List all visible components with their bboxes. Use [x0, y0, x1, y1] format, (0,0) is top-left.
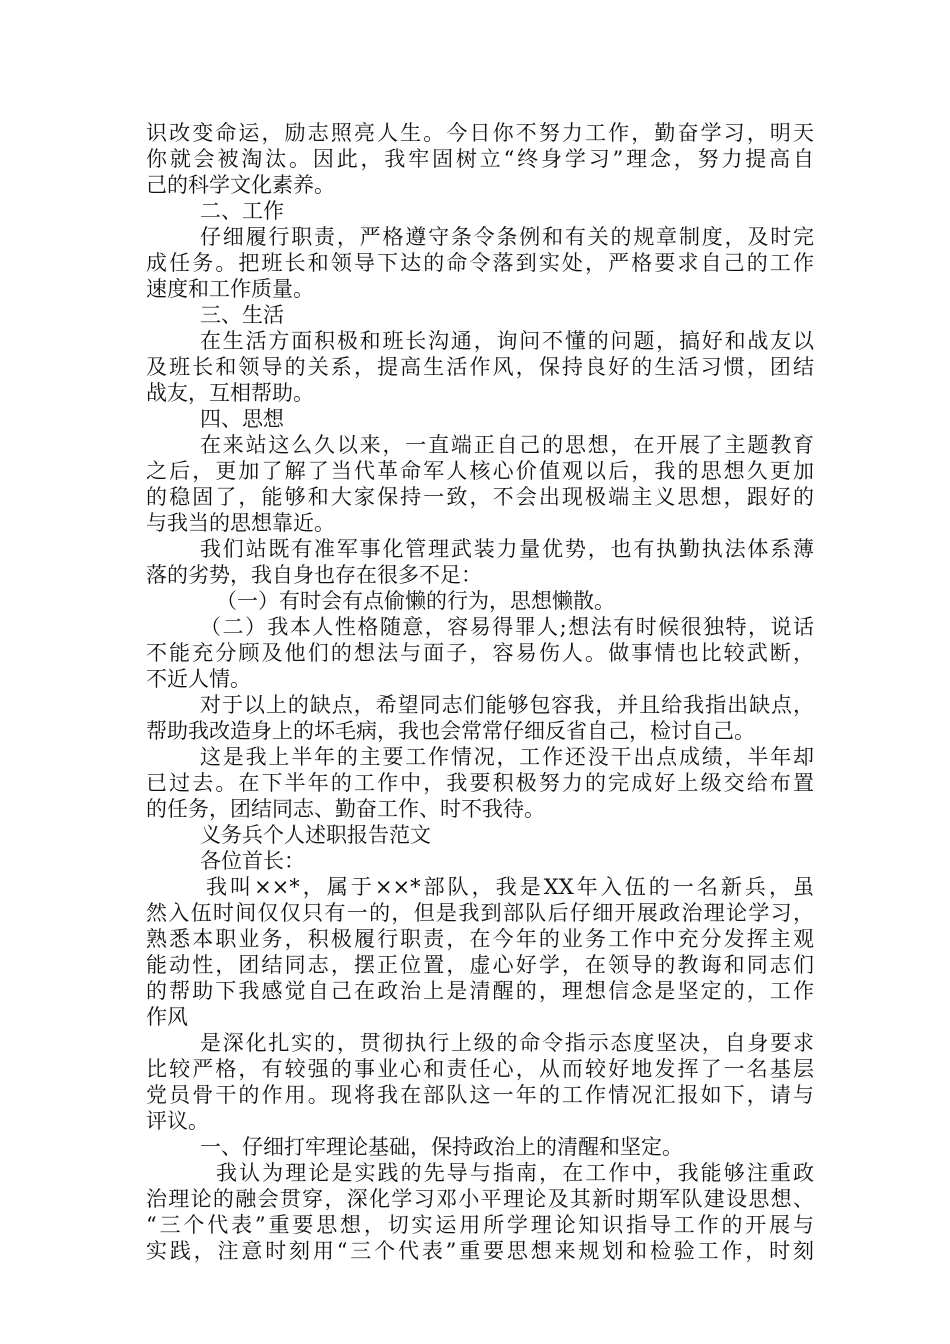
text-line: 然入伍时间仅仅只有一的，但是我到部队后仔细开展政治理论学习， — [146, 901, 814, 925]
text-line: 实践，注意时刻用“三个代表”重要思想来规划和检验工作，时刻 — [146, 1239, 814, 1263]
list-item: （一）有时会有点偷懒的行为，思想懒散。 — [216, 589, 615, 613]
text-line: 能动性，团结同志，摆正位置，虚心好学，在领导的教诲和同志们 — [146, 953, 814, 977]
text-line: 熟悉本职业务，积极履行职责，在今年的业务工作中充分发挥主观 — [146, 927, 814, 951]
text-line: 这是我上半年的主要工作情况，工作还没干出点成绩，半年却 — [200, 745, 814, 769]
text-line: 对于以上的缺点，希望同志们能够包容我，并且给我指出缺点， — [200, 693, 814, 717]
text-line: 帮助我改造身上的坏毛病，我也会常常仔细反省自己，检讨自己。 — [146, 719, 755, 743]
section-heading: 一、仔细打牢理论基础，保持政治上的清醒和坚定。 — [200, 1135, 683, 1159]
text-line: 己的科学文化素养。 — [146, 173, 335, 197]
text-line: 识改变命运，励志照亮人生。今日你不努力工作，勤奋学习，明天 — [146, 121, 814, 145]
section-heading: 二、工作 — [200, 199, 284, 223]
text-line: 落的劣势，我自身也存在很多不足： — [146, 563, 482, 587]
text-line: 不近人情。 — [146, 667, 251, 691]
text-line: 与我当的思想靠近。 — [146, 511, 335, 535]
text-line: 已过去。在下半年的工作中，我要积极努力的完成好上级交给布置 — [146, 771, 814, 795]
text-line: 的帮助下我感觉自己在政治上是清醒的，理想信念是坚定的，工作 — [146, 979, 814, 1003]
text-line: 我们站既有准军事化管理武装力量优势，也有执勤执法体系薄 — [200, 537, 814, 561]
text-line: 治理论的融会贯穿，深化学习邓小平理论及其新时期军队建设思想、 — [146, 1187, 814, 1211]
salutation: 各位首长： — [200, 849, 305, 873]
text-line: 我叫××*，属于××*部队，我是XX年入伍的一名新兵，虽 — [206, 875, 814, 899]
text-line: 在生活方面积极和班长沟通，询问不懂的问题，搞好和战友以 — [200, 329, 814, 353]
text-line: 比较严格，有较强的事业心和责任心，从而较好地发挥了一名基层 — [146, 1057, 814, 1081]
text-line: 作风 — [146, 1005, 188, 1029]
text-line: 的任务，团结同志、勤奋工作、时不我待。 — [146, 797, 545, 821]
text-line: 党员骨干的作用。现将我在部队这一年的工作情况汇报如下，请与 — [146, 1083, 814, 1107]
document-title: 义务兵个人述职报告范文 — [200, 823, 431, 847]
text-line: 是深化扎实的，贯彻执行上级的命令指示态度坚决，自身要求 — [200, 1031, 814, 1055]
section-heading: 四、思想 — [200, 407, 284, 431]
text-line: 速度和工作质量。 — [146, 277, 314, 301]
text-line: 的稳固了，能够和大家保持一致，不会出现极端主义思想，跟好的 — [146, 485, 814, 509]
text-line: 及班长和领导的关系，提高生活作风，保持良好的生活习惯，团结 — [146, 355, 814, 379]
text-line: “三个代表”重要思想，切实运用所学理论知识指导工作的开展与 — [146, 1213, 814, 1237]
text-line: 在来站这么久以来，一直端正自己的思想，在开展了主题教育 — [200, 433, 814, 457]
list-item: （二）我本人性格随意，容易得罪人;想法有时候很独特，说话 — [200, 615, 814, 639]
text-line: 你就会被淘汰。因此，我牢固树立“终身学习”理念，努力提高自 — [146, 147, 814, 171]
text-line: 我认为理论是实践的先导与指南，在工作中，我能够注重政 — [216, 1161, 814, 1185]
document-page — [146, 120, 814, 1264]
text-line: 战友，互相帮助。 — [146, 381, 314, 405]
section-heading: 三、生活 — [200, 303, 284, 327]
text-line: 评议。 — [146, 1109, 209, 1133]
text-line: 成任务。把班长和领导下达的命令落到实处，严格要求自己的工作 — [146, 251, 814, 275]
text-line: 之后，更加了解了当代革命军人核心价值观以后，我的思想久更加 — [146, 459, 814, 483]
text-line: 仔细履行职责，严格遵守条令条例和有关的规章制度，及时完 — [200, 225, 814, 249]
text-line: 不能充分顾及他们的想法与面子，容易伤人。做事情也比较武断， — [146, 641, 814, 665]
